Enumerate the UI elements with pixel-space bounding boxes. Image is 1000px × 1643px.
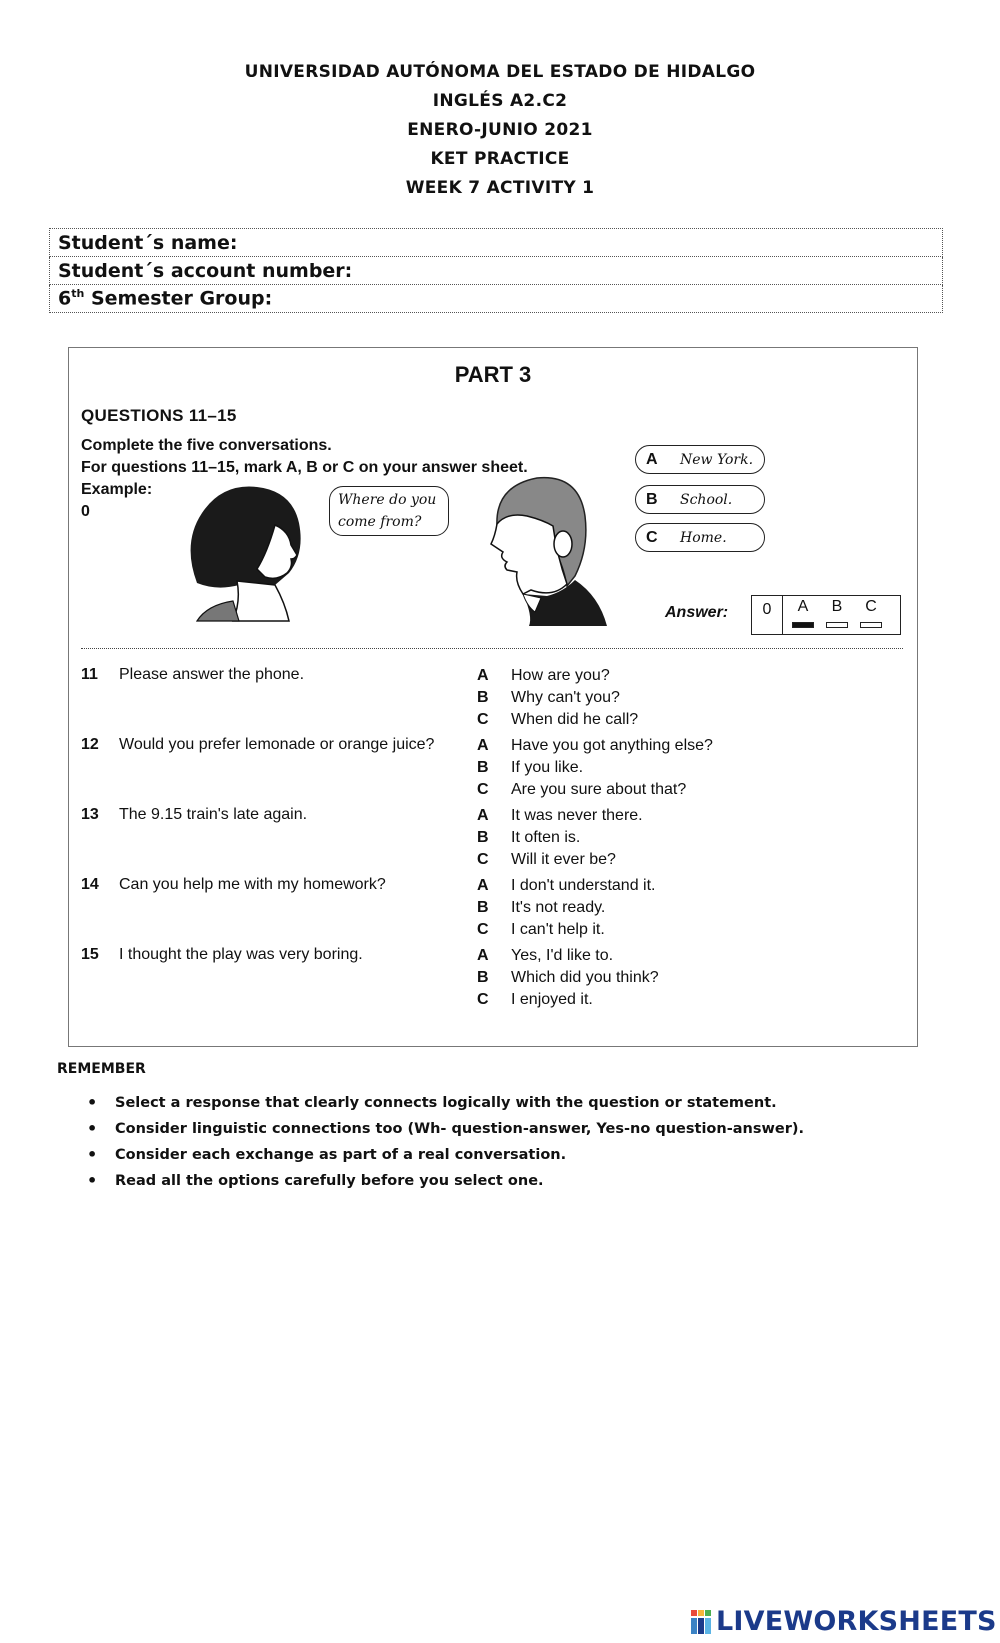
option-text[interactable]: I can't help it. xyxy=(511,921,605,938)
answer-number: 0 xyxy=(752,596,783,634)
example-option-letter: C xyxy=(646,528,658,546)
student-name-label: Student´s name: xyxy=(58,231,238,254)
option-letter: A xyxy=(477,807,489,824)
option-letter: A xyxy=(477,877,489,894)
question-number: 15 xyxy=(81,946,99,963)
option-text[interactable]: Will it ever be? xyxy=(511,851,616,868)
example-option-a xyxy=(635,445,765,474)
option-letter: B xyxy=(477,899,489,916)
example-question-bubble: Where do you come from? xyxy=(329,486,449,536)
question-number: 12 xyxy=(81,736,99,753)
list-item: • Consider each exchange as part of a real conversation. xyxy=(87,1142,804,1168)
instruction-complete: Complete the five conversations. xyxy=(81,437,332,454)
document-header xyxy=(0,58,1000,203)
semester-group-number: 6 xyxy=(58,287,72,310)
answer-letter-c: C xyxy=(865,598,877,615)
student-account-field[interactable] xyxy=(50,257,943,285)
question-text: The 9.15 train's late again. xyxy=(119,806,308,823)
student-info-table xyxy=(49,228,943,313)
option-letter: C xyxy=(477,781,489,798)
option-text[interactable]: If you like. xyxy=(511,759,584,776)
semester-group-suffix: th xyxy=(71,287,85,301)
example-option-text: Home. xyxy=(680,529,727,546)
option-text[interactable]: It was never there. xyxy=(511,807,643,824)
example-label: Example: xyxy=(81,481,153,498)
question-number: 11 xyxy=(81,666,98,683)
questions-range: QUESTIONS 11–15 xyxy=(81,406,237,425)
answer-label: Answer: xyxy=(665,604,729,621)
answer-mark-a[interactable] xyxy=(792,622,814,628)
option-letter: B xyxy=(477,829,489,846)
answer-mark-c[interactable] xyxy=(860,622,882,628)
student-account-label: Student´s account number: xyxy=(58,259,353,282)
option-letter: B xyxy=(477,689,489,706)
option-letter: A xyxy=(477,737,489,754)
part-3-box xyxy=(68,347,918,1047)
semester-group-field[interactable] xyxy=(50,285,943,313)
option-letter: B xyxy=(477,759,489,776)
answer-letter-a: A xyxy=(797,598,809,615)
option-text[interactable]: I enjoyed it. xyxy=(511,991,593,1008)
part-title: PART 3 xyxy=(454,362,532,387)
option-text[interactable]: I don't understand it. xyxy=(511,877,656,894)
practice-title: KET PRACTICE xyxy=(430,149,570,169)
example-option-letter: A xyxy=(646,450,658,468)
option-text[interactable]: Have you got anything else? xyxy=(511,737,713,754)
remember-tips-list xyxy=(87,1090,804,1194)
question-text: Please answer the phone. xyxy=(119,666,305,683)
option-text[interactable]: When did he call? xyxy=(511,711,639,728)
question-text: Would you prefer lemonade or orange juice? xyxy=(119,736,435,753)
question-text: I thought the play was very boring. xyxy=(119,946,363,963)
option-letter: C xyxy=(477,921,489,938)
answer-letter-b: B xyxy=(831,598,843,615)
option-letter: C xyxy=(477,851,489,868)
option-letter: B xyxy=(477,969,489,986)
option-letter: A xyxy=(477,947,489,964)
man-illustration xyxy=(467,466,607,626)
option-text[interactable]: Which did you think? xyxy=(511,969,659,986)
list-item: • Consider linguistic connections too (Wh- question-answer, Yes-no question-answer). xyxy=(87,1116,804,1142)
answer-mark-b[interactable] xyxy=(826,622,848,628)
example-answer-sheet xyxy=(751,595,901,635)
example-option-letter: B xyxy=(646,490,658,508)
example-option-text: New York. xyxy=(680,451,754,468)
list-item: • Read all the options carefully before you select one. xyxy=(87,1168,804,1194)
section-divider xyxy=(81,648,903,649)
option-letter: C xyxy=(477,991,489,1008)
question-number: 13 xyxy=(81,806,99,823)
question-number: 14 xyxy=(81,876,99,893)
liveworksheets-brand: LIVEWORKSHEETS xyxy=(716,1606,997,1637)
option-letter: A xyxy=(477,667,489,684)
example-option-b xyxy=(635,485,765,514)
option-text[interactable]: Are you sure about that? xyxy=(511,781,687,798)
liveworksheets-logo[interactable] xyxy=(690,1606,997,1637)
example-number: 0 xyxy=(81,503,90,520)
option-text[interactable]: It's not ready. xyxy=(511,899,606,916)
activity-title: WEEK 7 ACTIVITY 1 xyxy=(405,178,595,198)
course-title: INGLÉS A2.C2 xyxy=(432,91,568,111)
question-text: Can you help me with my homework? xyxy=(119,876,386,893)
university-title: UNIVERSIDAD AUTÓNOMA DEL ESTADO DE HIDALGO xyxy=(244,62,756,82)
list-item: • Select a response that clearly connects logically with the question or statement. xyxy=(87,1090,804,1116)
period-title: ENERO-JUNIO 2021 xyxy=(407,120,593,140)
instruction-mark: For questions 11–15, mark A, B or C on your answer sheet. xyxy=(81,459,528,476)
example-option-text: School. xyxy=(680,491,733,508)
remember-heading: REMEMBER xyxy=(57,1061,146,1077)
woman-illustration xyxy=(177,473,307,623)
option-text[interactable]: Why can't you? xyxy=(511,689,620,706)
student-name-field[interactable] xyxy=(50,229,943,257)
option-letter: C xyxy=(477,711,489,728)
option-text[interactable]: How are you? xyxy=(511,667,610,684)
option-text[interactable]: It often is. xyxy=(511,829,581,846)
option-text[interactable]: Yes, I'd like to. xyxy=(511,947,614,964)
semester-group-label: Semester Group: xyxy=(84,287,273,310)
liveworksheets-icon xyxy=(690,1609,712,1635)
example-option-c xyxy=(635,523,765,552)
